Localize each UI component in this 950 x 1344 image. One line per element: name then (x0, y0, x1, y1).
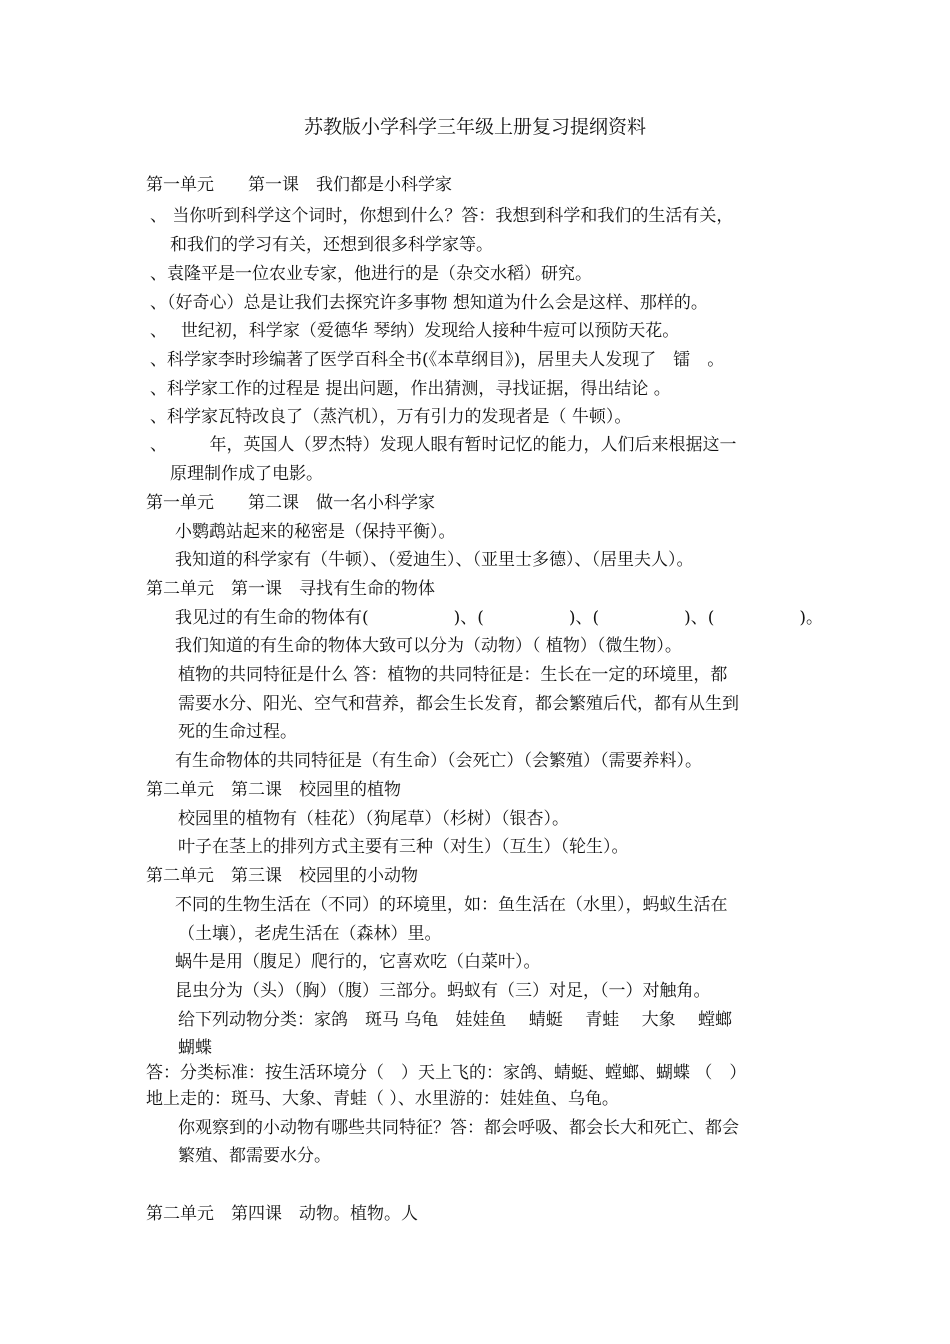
paragraph: 校园里的植物有（桂花）（狗尾草）（杉树）（银杏）。 (178, 809, 569, 829)
unit-heading: 第二单元 第三课 校园里的小动物 (146, 866, 418, 886)
paragraph: 昆虫分为（头）（胸）（腹）三部分。蚂蚁有（三）对足，（一）对触角。 (175, 981, 711, 1001)
unit-heading: 第一单元 第一课 我们都是小科学家 (146, 175, 452, 195)
paragraph: 叶子在茎上的排列方式主要有三种（对生）（互生）（轮生）。 (178, 837, 629, 857)
paragraph: 给下列动物分类：家鸽 斑马 乌龟 娃娃鱼 蜻蜓 青蛙 大象 螳螂 (178, 1010, 733, 1030)
paragraph-continuation: 需要水分、阳光、空气和营养，都会生长发育，都会繁殖后代，都有从生到 (178, 694, 739, 714)
list-item: 、科学家瓦特改良了（蒸汽机），万有引力的发现者是（ 牛顿）。 (150, 407, 632, 427)
list-item: 、 世纪初，科学家（爱德华 琴纳）发现给人接种牛痘可以预防天花。 (150, 321, 680, 341)
paragraph: 小鹦鹉站起来的秘密是（保持平衡）。 (175, 522, 456, 542)
paragraph: 我们知道的有生命的物体大致可以分为（动物）（ 植物）（微生物）。 (175, 636, 682, 656)
paragraph-continuation: 蝴蝶 (178, 1038, 212, 1058)
unit-heading: 第二单元 第二课 校园里的植物 (146, 780, 401, 800)
paragraph-continuation: 繁殖、都需要水分。 (178, 1146, 331, 1166)
unit-heading: 第二单元 第四课 动物。植物。人 (146, 1204, 418, 1224)
paragraph-continuation: （土壤），老虎生活在（森林）里。 (178, 924, 442, 944)
list-item-continuation: 和我们的学习有关，还想到很多科学家等。 (170, 235, 493, 255)
unit-heading: 第一单元 第二课 做一名小科学家 (146, 493, 435, 513)
list-item: 、袁隆平是一位农业专家，他进行的是（杂交水稻）研究。 (150, 264, 592, 284)
paragraph: 植物的共同特征是什么 答：植物的共同特征是：生长在一定的环境里，都 (178, 665, 728, 685)
paragraph: 我见过的有生命的物体有( )、( )、( )、( )。 (175, 608, 824, 628)
paragraph: 你观察到的小动物有哪些共同特征？答：都会呼吸、都会长大和死亡、都会 (178, 1118, 739, 1138)
list-item: 、科学家李时珍编著了医学百科全书(《本草纲目》)，居里夫人发现了 镭 。 (150, 350, 725, 370)
paragraph-continuation: 死的生命过程。 (178, 722, 297, 742)
paragraph: 不同的生物生活在（不同）的环境里，如：鱼生活在（水里），蚂蚁生活在 (175, 895, 728, 915)
paragraph: 蜗牛是用（腹足）爬行的，它喜欢吃（白菜叶）。 (175, 952, 541, 972)
page-title: 苏教版小学科学三年级上册复习提纲资料 (303, 116, 646, 138)
answer-line: 答：分类标准：按生活环境分（ ）天上飞的：家鸽、蜻蜓、螳螂、蝴蝶 （ ） (146, 1063, 747, 1083)
unit-heading: 第二单元 第一课 寻找有生命的物体 (146, 579, 435, 599)
paragraph: 我知道的科学家有（牛顿）、（爱迪生）、（亚里士多德）、（居里夫人）。 (175, 550, 694, 570)
list-item-continuation: 原理制作成了电影。 (170, 464, 323, 484)
answer-line: 地上走的：斑马、大象、青蛙（ ）、水里游的：娃娃鱼、乌龟。 (146, 1089, 619, 1109)
list-item: 、 年，英国人（罗杰特）发现人眼有暂时记忆的能力，人们后来根据这一 (150, 435, 737, 455)
list-item: 、 当你听到科学这个词时，你想到什么？答：我想到科学和我们的生活有关， (150, 206, 734, 226)
paragraph: 有生命物体的共同特征是（有生命）（会死亡）（会繁殖）（需要养料）。 (175, 751, 702, 771)
list-item: 、（好奇心）总是让我们去探究许多事物 想知道为什么会是这样、那样的。 (150, 293, 708, 313)
list-item: 、科学家工作的过程是 提出问题，作出猜测，寻找证据，得出结论 。 (150, 379, 671, 399)
